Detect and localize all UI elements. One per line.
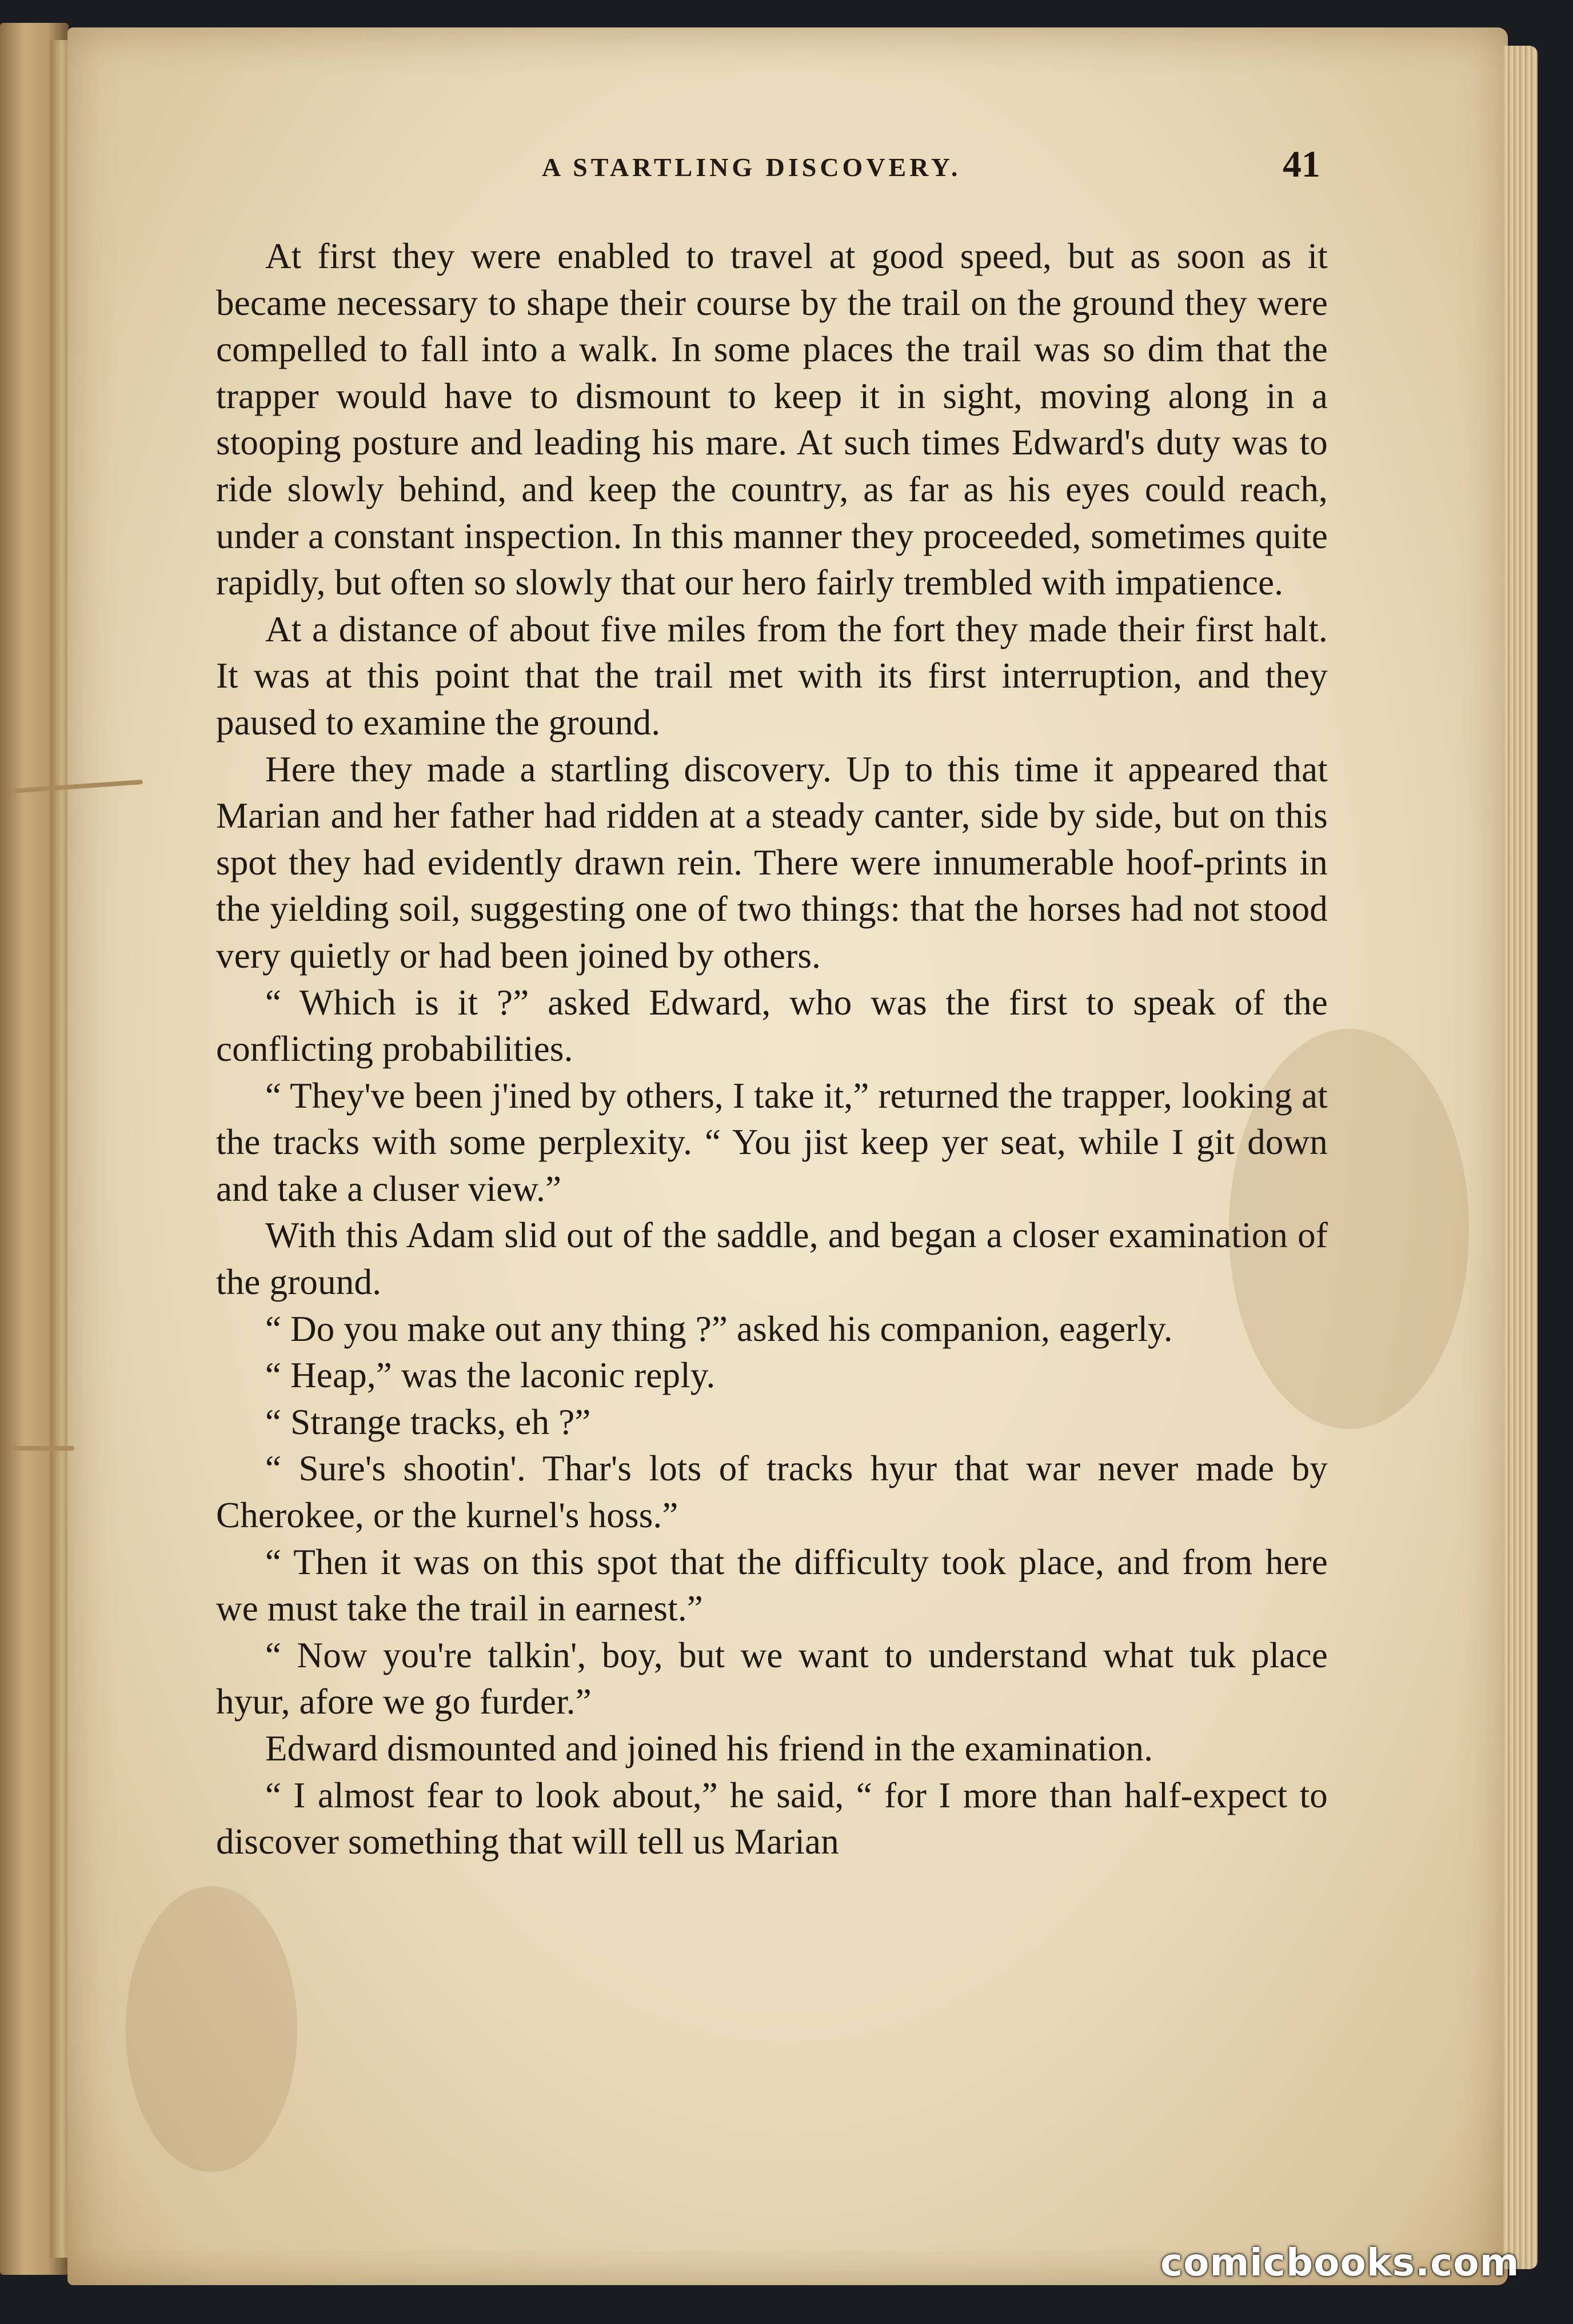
running-head — [67, 143, 1508, 189]
running-title: A STARTLING DISCOVERY. — [542, 153, 961, 182]
page-number: 41 — [1283, 143, 1320, 185]
paragraph: With this Adam slid out of the saddle, and began a closer examination of the ground. — [216, 1215, 1328, 1303]
watermark: comicbooks.com — [1160, 2241, 1520, 2285]
paragraph: “ Then it was on this spot that the difficulty took place, and from here we must take the trail in earnest.” — [216, 1542, 1328, 1629]
paragraph: “ Strange tracks, eh ?” — [265, 1401, 591, 1442]
paragraph: “ Heap,” was the laconic reply. — [265, 1355, 716, 1396]
binding-thread — [11, 1446, 74, 1451]
paragraph: “ They've been j'ined by others, I take it,” returned the trapper, looking at the tracks with some perplexity. “ You jist keep yer seat, while I git down and take a cluser view.” — [216, 1075, 1328, 1209]
paragraph: “ Which is it ?” asked Edward, who was the first to speak of the conflicting probabilities. — [216, 982, 1328, 1069]
paragraph: At first they were enabled to travel at good speed, but as soon as it became necessary to shape their course by the trail on the ground they were compelled to fall into a walk. In some places the trail was so dim that the trapper would have to dismount to keep it in sight, moving along in a stooping posture and leading his mare. At such times Edward's duty was to ride slowly behind, and keep the country, as far as his eyes could reach, under a constant inspection. In this manner they proceeded, sometimes quite rapidly, but often so slowly that our hero fairly trembled with impatience. — [216, 236, 1328, 603]
body-text — [216, 233, 1328, 1866]
paragraph: “ I almost fear to look about,” he said, “ for I more than half-expect to discover something that will tell us Marian — [216, 1775, 1328, 1862]
paper-stain — [126, 1886, 297, 2172]
paragraph: “ Sure's shootin'. Thar's lots of tracks hyur that war never made by Cherokee, or the kurnel's hoss.” — [216, 1448, 1328, 1536]
paragraph: “ Now you're talkin', boy, but we want to understand what tuk place hyur, afore we go furder.” — [216, 1635, 1328, 1722]
paragraph: “ Do you make out any thing ?” asked his companion, eagerly. — [265, 1308, 1173, 1349]
paragraph: Here they made a startling discovery. Up to this time it appeared that Marian and her father had ridden at a steady canter, side by side, but on this spot they had evidently drawn rein. There were innumerable hoof-prints in the yielding soil, suggesting one of two things: that the horses had not stood very quietly or had been joined by others. — [216, 749, 1328, 976]
paragraph: Edward dismounted and joined his friend in the examination. — [265, 1728, 1153, 1768]
paragraph: At a distance of about five miles from the fort they made their first halt. It was at this point that the trail met with its first interruption, and they paused to examine the ground. — [216, 609, 1328, 742]
page-stack-edge — [1503, 46, 1538, 2269]
